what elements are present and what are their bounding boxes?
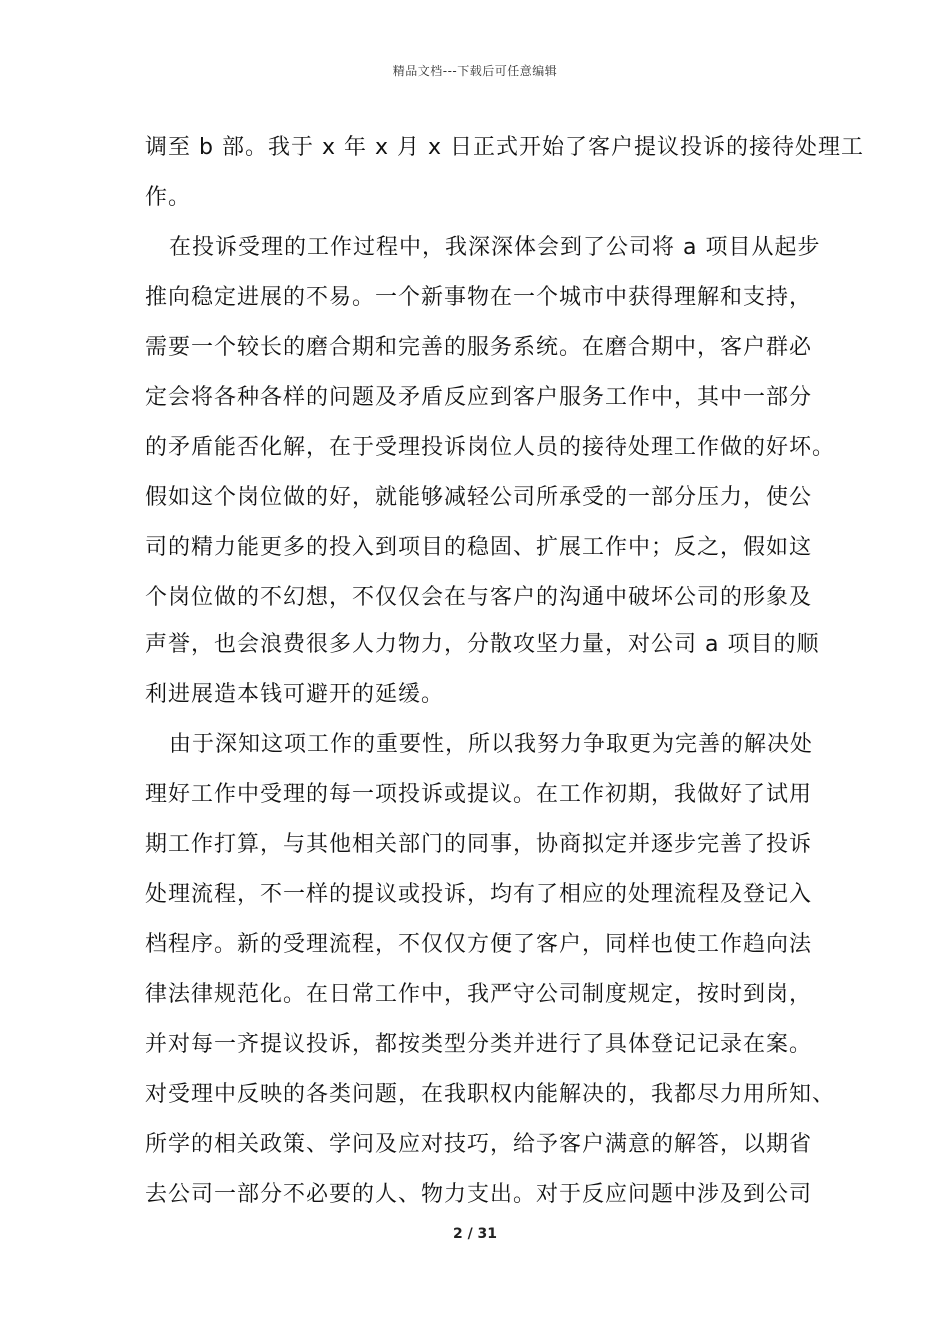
body-text-line: 调至 b 部。我于 x 年 x 月 x 日正式开始了客户提议投诉的接待处理工 bbox=[145, 135, 864, 160]
body-text-line: 理好工作中受理的每一项投诉或提议。在工作初期，我做好了试用 bbox=[145, 782, 813, 807]
body-text-line: 并对每一齐提议投诉，都按类型分类并进行了具体登记记录在案。 bbox=[145, 1032, 813, 1057]
body-text-line: 期工作打算，与其他相关部门的同事，协商拟定并逐步完善了投诉 bbox=[145, 832, 813, 857]
body-text-line: 需要一个较长的磨合期和完善的服务系统。在磨合期中，客户群必 bbox=[145, 335, 813, 360]
body-text-line: 利进展造本钱可避开的延缓。 bbox=[145, 682, 445, 707]
paragraph-start-line: 在投诉受理的工作过程中，我深深体会到了公司将 a 项目从起步 bbox=[169, 235, 821, 260]
paragraph-start-line: 由于深知这项工作的重要性，所以我努力争取更为完善的解决处 bbox=[169, 732, 814, 757]
body-text-line: 假如这个岗位做的好，就能够减轻公司所承受的一部分压力，使公 bbox=[145, 485, 813, 510]
body-text-line: 处理流程，不一样的提议或投诉，均有了相应的处理流程及登记入 bbox=[145, 882, 813, 907]
body-text-line: 定会将各种各样的问题及矛盾反应到客户服务工作中，其中一部分 bbox=[145, 385, 813, 410]
body-text-line: 的矛盾能否化解，在于受理投诉岗位人员的接待处理工作做的好坏。 bbox=[145, 435, 836, 460]
body-text-line: 对受理中反映的各类问题，在我职权内能解决的，我都尽力用所知、 bbox=[145, 1082, 836, 1107]
body-text-line: 档程序。新的受理流程，不仅仅方便了客户，同样也使工作趋向法 bbox=[145, 932, 813, 957]
body-text-line: 所学的相关政策、学问及应对技巧，给予客户满意的解答，以期省 bbox=[145, 1132, 813, 1157]
body-text-line: 声誉，也会浪费很多人力物力，分散攻坚力量，对公司 a 项目的顺 bbox=[145, 632, 820, 657]
page-number: 2 / 31 bbox=[452, 1226, 498, 1242]
body-text-line: 作。 bbox=[145, 185, 192, 210]
page-header: 精品文档---下载后可任意编辑 bbox=[392, 64, 558, 78]
body-text-line: 司的精力能更多的投入到项目的稳固、扩展工作中；反之，假如这 bbox=[145, 535, 813, 560]
body-text-line: 去公司一部分不必要的人、物力支出。对于反应问题中涉及到公司 bbox=[145, 1182, 813, 1207]
body-text-line: 推向稳定进展的不易。一个新事物在一个城市中获得理解和支持， bbox=[145, 285, 813, 310]
body-text-line: 个岗位做的不幻想，不仅仅会在与客户的沟通中破坏公司的形象及 bbox=[145, 585, 813, 610]
body-text-line: 律法律规范化。在日常工作中，我严守公司制度规定，按时到岗， bbox=[145, 982, 813, 1007]
